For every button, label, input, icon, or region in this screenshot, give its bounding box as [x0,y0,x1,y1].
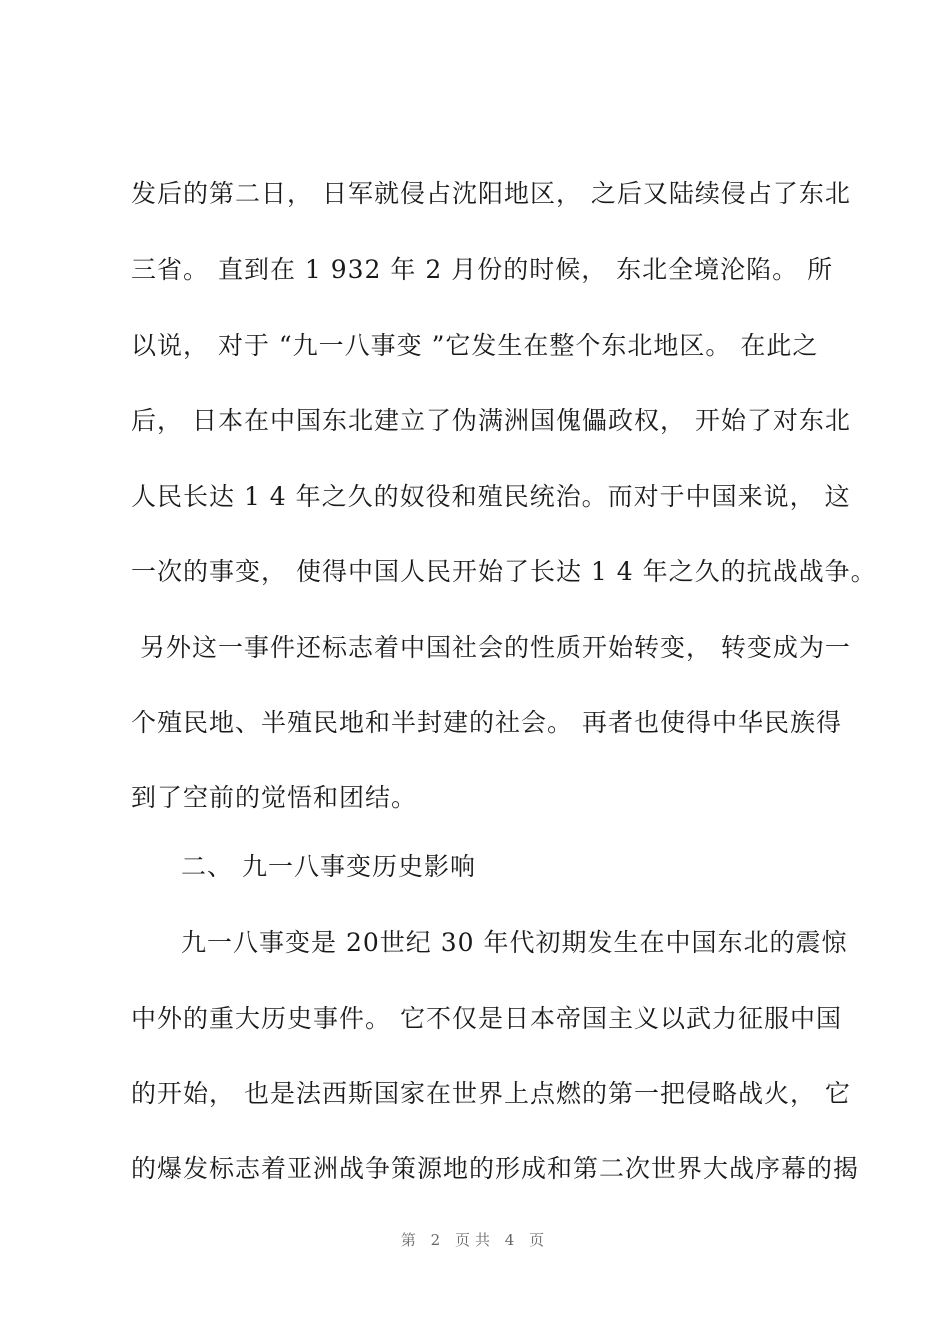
paragraph-line: 以说， 对于 “九一八事变 ”它发生在整个东北地区。 在此之 [131,331,819,360]
page-footer: 第 2 页共 4 页 [400,1231,550,1249]
paragraph-line: 的爆发标志着亚洲战争策源地的形成和第二次世界大战序幕的揭 [131,1154,860,1183]
paragraph-line: 九一八事变是 20世纪 30 年代初期发生在中国东北的震惊 [181,928,848,957]
paragraph-line: 到了空前的觉悟和团结。 [131,783,418,812]
paragraph-line: 一次的事变， 使得中国人民开始了长达 1 4 年之久的抗战战争。 [131,557,877,586]
paragraph-line: 中外的重大历史事件。 它不仅是日本帝国主义以武力征服中国 [131,1004,842,1033]
paragraph-line: 发后的第二日， 日军就侵占沈阳地区， 之后又陆续侵占了东北 [131,179,851,208]
paragraph-line: 后， 日本在中国东北建立了伪满洲国傀儡政权， 开始了对东北 [131,406,851,435]
paragraph-line: 三省。 直到在 1 932 年 2 月份的时候， 东北全境沦陷。 所 [131,255,834,284]
paragraph-line: 另外这一事件还标志着中国社会的性质开始转变， 转变成为一 [131,633,851,662]
paragraph-line: 的开始， 也是法西斯国家在世界上点燃的第一把侵略战火， 它 [131,1079,851,1108]
paragraph-line: 人民长达 1 4 年之久的奴役和殖民统治。而对于中国来说， 这 [131,482,851,511]
paragraph-line: 个殖民地、半殖民地和半封建的社会。 再者也使得中华民族得 [131,708,842,737]
section-heading: 二、 九一八事变历史影响 [181,852,476,881]
